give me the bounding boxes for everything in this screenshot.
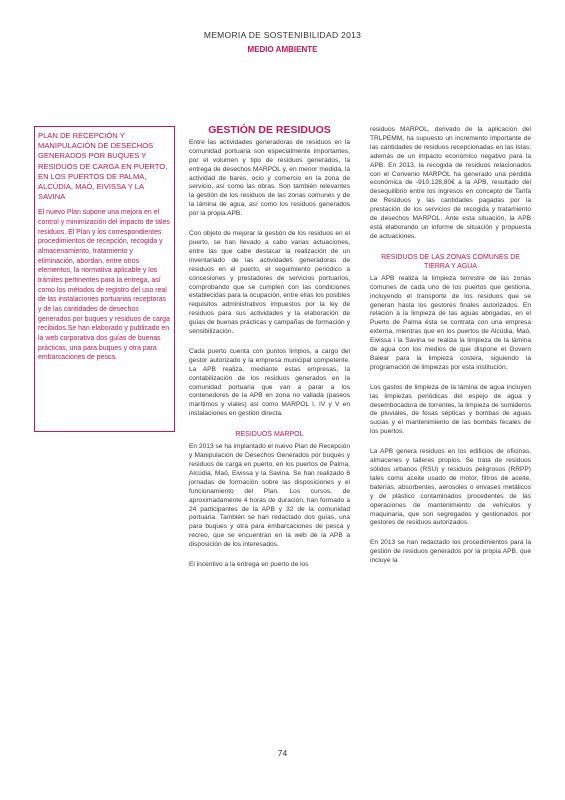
page-number: 74	[277, 748, 288, 758]
sidebar-box-title: PLAN DE RECEPCIÓN Y MANIPULACIÓN DE DESECHOS GENERADOS POR BUQUES Y RESIDUOS DE CARGA EN PUERTO, EN LOS PUERTOS DE PALMA, ALCÚDIA, MAÓ, EIVISSA Y LA SAVINA	[38, 131, 168, 202]
column-middle	[189, 126, 350, 581]
paragraph: Cada puerto cuenta con puntos limpios, a cargo del gestor autorizado y la empresa municipal competente. La APB realiza, mediante estas empresas, la contabilización de los residuos generados en la comunidad portuaria que van a parar a los contenedores de la APB en zona no vallada (paseos marítimos y viales) así como MARPOL I, IV y V en instalaciones en gestión directa.	[189, 347, 350, 418]
subsection-heading: RESIDUOS DE LAS ZONAS COMUNES DE TIERRA Y AGUA	[381, 253, 520, 270]
section-title: MEDIO AMBIENTE	[247, 45, 318, 54]
subsection-heading: RESIDUOS MARPOL	[235, 431, 304, 439]
paragraph: El incentivo a la entrega en puerto de los	[189, 561, 309, 569]
paragraph: La APB genera residuos en los edificios de oficinas, almacenes y talleres propios. Se trata de residuos sólidos urbanos (RSU) y residuos peligrosos (RRPP) tales como aceite usado de motor, filtros de aceite, baterías, absorbentes, aerosoles o envases metálicos y de plástico contaminados procedentes de las operaciones de mantenimiento de vehículos y maquinaria, que son segregados y gestionados por gestores de residuos autorizados.	[370, 448, 531, 527]
paragraph: Con objeto de mejorar la gestión de los residuos en el puerto, se han llevado a cabo varias actuaciones, entre las que cabe destacar la realización de un inventariado de las actividades generadoras de residuos en el puerto, el seguimiento periódico a concesiones y prestadores de servicios portuarios, comprobando que se cumplen con las condiciones establecidas para la ocupación, entre ellas los posibles requisitos administrativos impuestos por la ley de residuos para sus actividades y la elaboración de guías de buenas prácticas y campañas de formación y sensibilización.	[189, 230, 350, 336]
paragraph: En 2013 se han redactado los procedimientos para la gestión de residuos generados por la propia APB, que incluye la	[370, 539, 531, 565]
section-heading: GESTIÓN DE RESIDUOS	[208, 124, 331, 136]
sidebar-box	[34, 126, 175, 432]
paragraph: La APB realiza la limpieza terrestre de las zonas comunes de cada uno de los puertos que gestiona, incluyendo el transporte de los residuos que se generan hasta los gestores finales autorizados. En relación a la limpieza de las aguas abrigadas, en el Puerto de Palma ésta se contrata con una empresa externa, mientras que en los puertos de Alcúdia, Maó, Eivissa i la Savina se realiza la limpieza de la lámina de agua con los medios de que dispone el Govern Balear para la limpieza costera, siguiendo la programación de limpiezas por esta institución.	[370, 274, 531, 371]
paragraph: Los gastos de limpieza de la lámina de agua incluyen las limpiezas periódicas del espejo de agua y desembocadura de torrentes, la limpieza de sumideros de pluviales, de fosas sépticas y bombas de aguas sucias y el mantenimiento de las bombas fecales de los puertos.	[370, 383, 531, 436]
column-right	[370, 126, 531, 577]
paragraph: Entre las actividades generadoras de residuos en la comunidad portuaria son especialmente importantes, por el volumen y tipo de residuos generados, la entrega de desechos MARPOL y, en menor medida, la actividad de bares, ocio y comercio en la zona de servicio, así como las obras. Son también relevantes la gestión de los residuos de las zonas comunes y de la lámina de agua, así como los residuos generados por la propia APB.	[189, 138, 350, 218]
paragraph: residuos MARPOL, derivado de la aplicación del TRLPEMM, ha supuesto un incremento importante de las cantidades de residuos recepcionadas en las Islas; además de un impacto económico negativo para la APB. En 2013, la recogida de residuos relacionados con el Convenio MARPOL ha generado una pérdida económica de -910.128,80€ a la APB, resultado del desequilibrio entre los ingresos en concepto de Tarifa de Residuos y las cantidades pagadas por la prestación de los servicios de recogida y tratamiento de desechos MARPOL. Ante esta situación, la APB está elaborando un informe de situación y propuesta de actuaciones.	[370, 126, 531, 240]
sidebar-box-body: El nuevo Plan supone una mejora en el control y minimización del impacto de tales residuos. El Plan y los correspondientes procedimientos de recepción, recogida y almacenamiento, tratamiento y eliminación, abordan, entre otros elementos, la normativa aplicable y los trámites pertinentes para la entrega, así como los métodos de registro del uso real de las instalaciones portuarias receptoras y de las cantidades de desechos generados por buques y residuos de carga recibidos.Se han elaborado y publicado en la web corporativa dos guías de buenas prácticas, una para buques y otra para embarcaciones de pesca.	[38, 209, 170, 362]
document-title: MEMORIA DE SOSTENIBILIDAD 2013	[203, 30, 362, 40]
paragraph: En 2013 se ha implantado el nuevo Plan de Recepción y Manipulación de Desechos Generados por buques y residuos de carga en puerto, en los puertos de Palma, Alcúdia, Maó, Eivissa y la Savina. Se han realizado 6 jornadas de formación sobre las disposiciones y el funcionamiento del Plan. Los cursos, de aproximadamente 4 horas de duración, han formado a 24 participantes de la APB y 32 de la comunidad portuaria. También se han redactado dos guías, una para buques y otra para embarcaciones de pesca y recreo, que se encuentran en la web de la APB a disposición de los interesados.	[189, 443, 350, 549]
